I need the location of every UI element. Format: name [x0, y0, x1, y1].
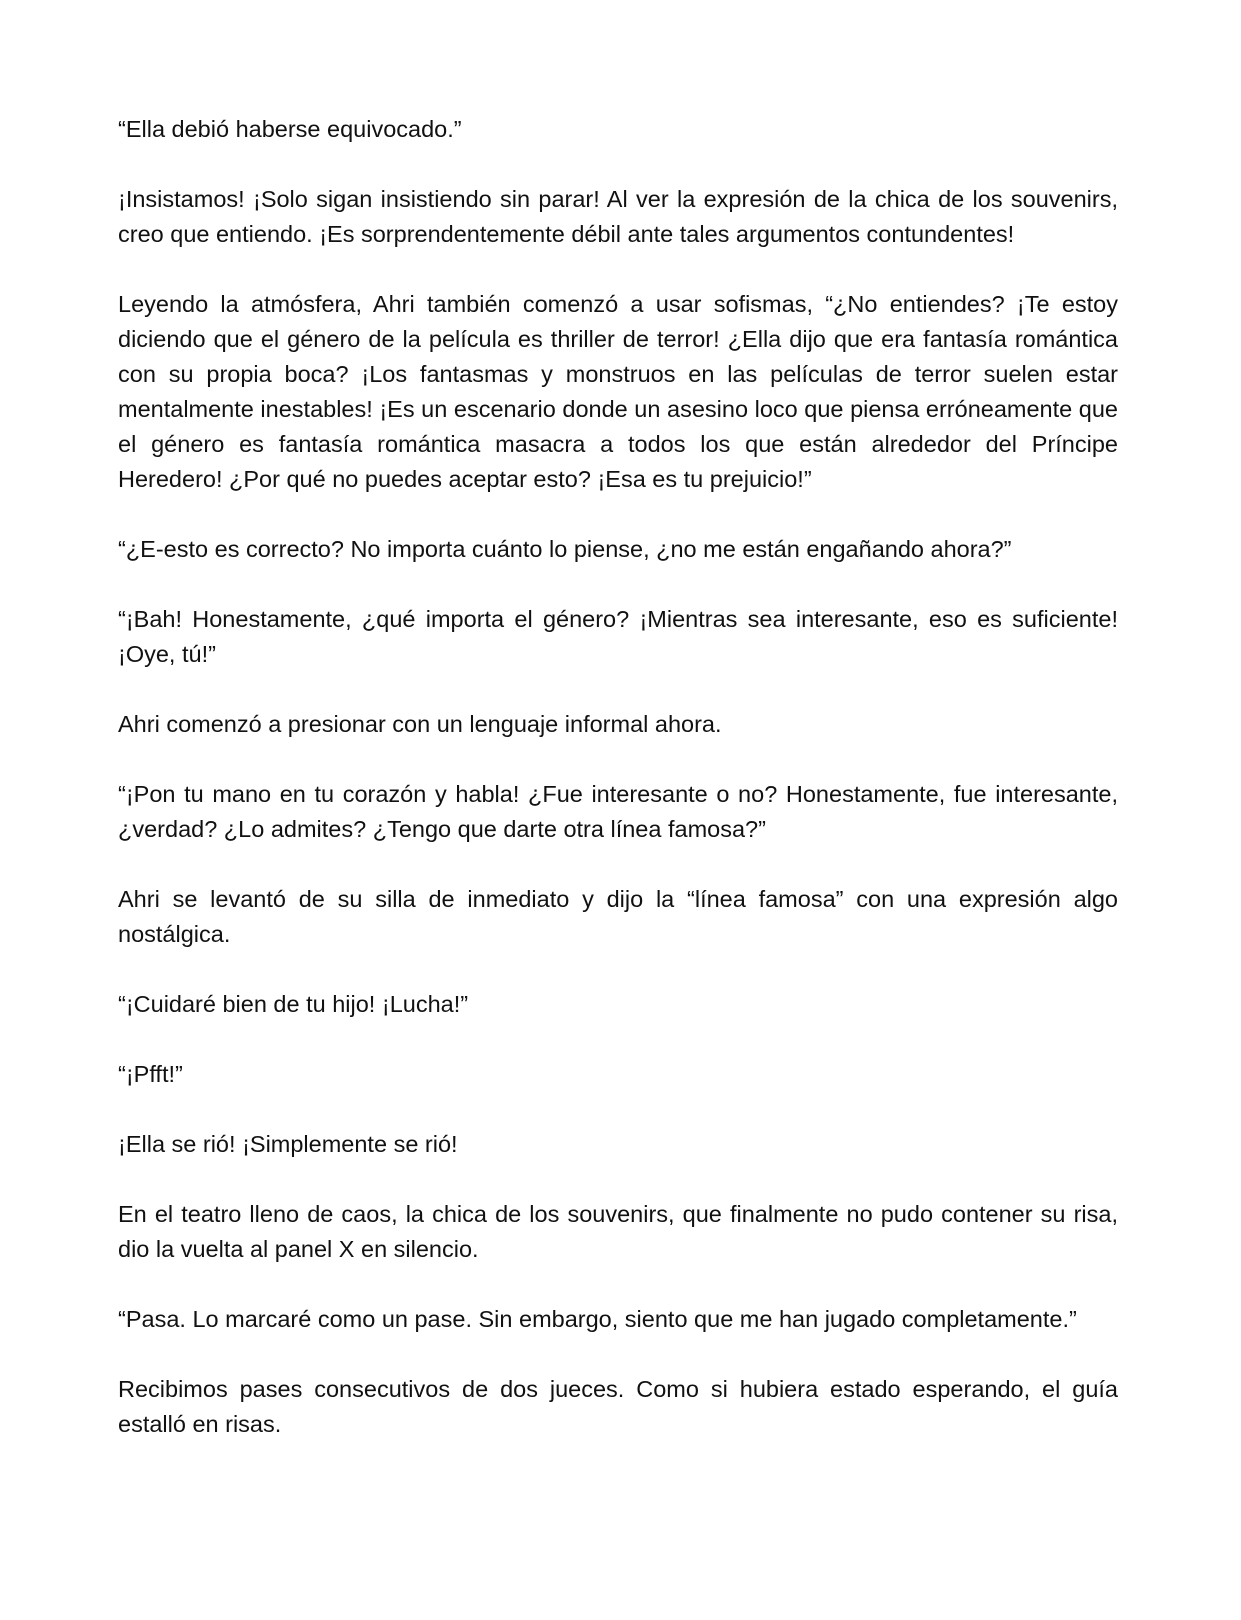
paragraph: Leyendo la atmósfera, Ahri también comenzó a usar sofismas, “¿No entiendes? ¡Te estoy diciendo que el género de la película es thriller de terror! ¿Ella dijo que era fantasía romántica con su propia boca? ¡Los fantasmas y monstruos en las películas de terror suelen estar mentalmente inestables! ¡Es un escenario donde un asesino loco que piensa erróneamente que el género es fantasía romántica masacra a todos los que están alrededor del Príncipe Heredero! ¿Por qué no puedes aceptar esto? ¡Esa es tu prejuicio!”: [118, 291, 1118, 492]
paragraph: “¡Pfft!”: [118, 1061, 183, 1087]
paragraph: ¡Insistamos! ¡Solo sigan insistiendo sin parar! Al ver la expresión de la chica de los souvenirs, creo que entiendo. ¡Es sorprendentemente débil ante tales argumentos contundentes!: [118, 186, 1118, 247]
paragraph: Recibimos pases consecutivos de dos jueces. Como si hubiera estado esperando, el guía estalló en risas.: [118, 1376, 1118, 1437]
paragraph: “¡Pon tu mano en tu corazón y habla! ¿Fue interesante o no? Honestamente, fue interesante, ¿verdad? ¿Lo admites? ¿Tengo que darte otra línea famosa?”: [118, 781, 1118, 842]
paragraph: “¿E-esto es correcto? No importa cuánto lo piense, ¿no me están engañando ahora?”: [118, 536, 1012, 562]
paragraph: ¡Ella se rió! ¡Simplemente se rió!: [118, 1131, 458, 1157]
paragraph: “Ella debió haberse equivocado.”: [118, 116, 462, 142]
paragraph: “¡Cuidaré bien de tu hijo! ¡Lucha!”: [118, 991, 469, 1017]
paragraph: Ahri se levantó de su silla de inmediato y dijo la “línea famosa” con una expresión algo nostálgica.: [118, 886, 1118, 947]
paragraph: “Pasa. Lo marcaré como un pase. Sin embargo, siento que me han jugado completamente.”: [118, 1306, 1077, 1332]
paragraph: Ahri comenzó a presionar con un lenguaje informal ahora.: [118, 711, 722, 737]
document-body: [118, 112, 1118, 1442]
paragraph: “¡Bah! Honestamente, ¿qué importa el género? ¡Mientras sea interesante, eso es suficiente! ¡Oye, tú!”: [118, 606, 1118, 667]
paragraph: En el teatro lleno de caos, la chica de los souvenirs, que finalmente no pudo contener su risa, dio la vuelta al panel X en silencio.: [118, 1201, 1118, 1262]
